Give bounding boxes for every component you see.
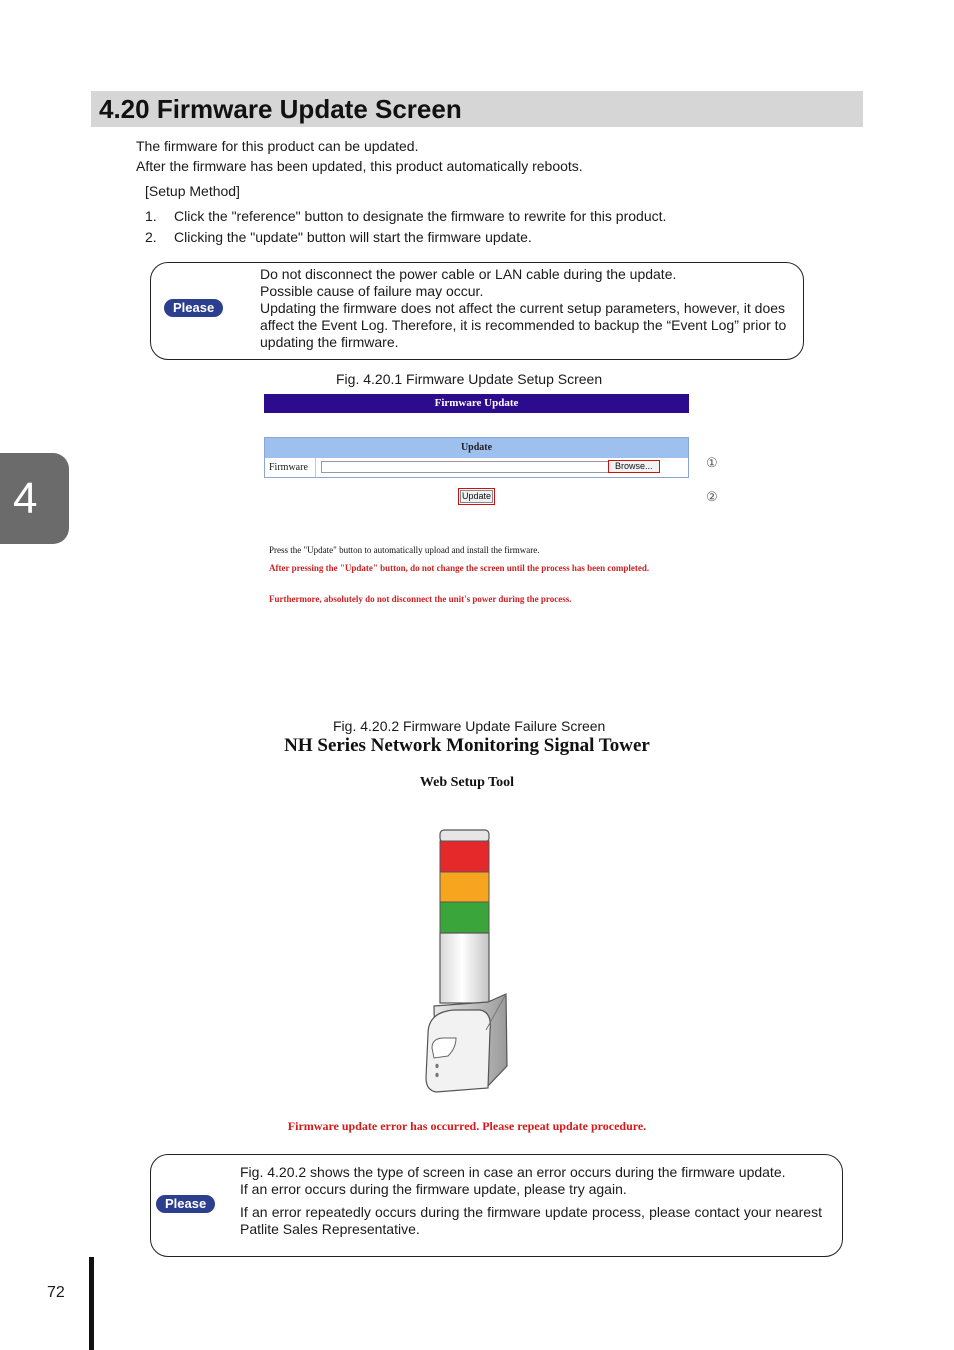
- update-instruction: Press the "Update" button to automatically upload and install the firmware.: [269, 545, 540, 555]
- firmware-file-input[interactable]: [321, 461, 609, 473]
- step-number-2: 2.: [145, 229, 157, 245]
- firmware-label: Firmware: [265, 458, 316, 477]
- note2-line-2: If an error occurs during the firmware update, please try again.: [240, 1181, 627, 1197]
- signal-tower-image: [414, 826, 510, 1096]
- please-badge-1: Please: [164, 299, 223, 317]
- section-header-bar: [91, 91, 863, 127]
- note1-text: [260, 266, 790, 351]
- update-table-header: Update: [265, 438, 688, 458]
- callout-1: ①: [706, 455, 718, 470]
- warning-do-not-disconnect: Furthermore, absolutely do not disconnect the unit's power during the process.: [269, 594, 572, 604]
- update-button-label: Update: [461, 491, 492, 501]
- step-number-1: 1.: [145, 208, 157, 224]
- note2-line-1: Fig. 4.20.2 shows the type of screen in case an error occurs during the firmware update.: [240, 1164, 786, 1180]
- warning-do-not-change-screen: After pressing the "Update" button, do not change the screen until the process has been completed.: [269, 563, 650, 573]
- note2-text: [240, 1164, 822, 1238]
- please-badge-2: Please: [156, 1195, 215, 1213]
- product-title: NH Series Network Monitoring Signal Tower: [284, 735, 650, 756]
- web-setup-tool-title: Web Setup Tool: [419, 775, 515, 790]
- red-lamp: [440, 841, 489, 872]
- amber-lamp: [440, 872, 489, 902]
- step-text-1: Click the "reference" button to designate the firmware to rewrite for this product.: [174, 208, 667, 224]
- fig2-caption: Fig. 4.20.2 Firmware Update Failure Screen: [333, 718, 606, 734]
- please-note-box-2: [150, 1154, 843, 1257]
- setup-method-heading: [Setup Method]: [145, 183, 240, 199]
- callout-2: ②: [706, 489, 718, 504]
- green-lamp: [440, 902, 489, 933]
- firmware-update-header: Firmware Update: [264, 394, 689, 413]
- fig1-caption: Fig. 4.20.1 Firmware Update Setup Screen: [336, 371, 603, 387]
- firmware-row: [265, 458, 688, 477]
- please-note-box-1: [150, 262, 804, 360]
- chapter-tab: 4: [0, 453, 69, 544]
- note1-line-3: Updating the firmware does not affect the current setup parameters, however, it does affect the Event Log. Therefore, it is recommended to backup the “Event Log” prior to updating the firmware.: [260, 300, 787, 350]
- page-margin-rule: [89, 1257, 94, 1350]
- browse-button[interactable]: Browse...: [608, 460, 660, 473]
- note1-line-1: Do not disconnect the power cable or LAN cable during the update.: [260, 266, 677, 282]
- intro-line-1: The firmware for this product can be updated.: [136, 138, 419, 154]
- update-table: [264, 437, 689, 478]
- update-button[interactable]: [458, 488, 495, 505]
- intro-line-2: After the firmware has been updated, this product automatically reboots.: [136, 158, 583, 174]
- step-text-2: Clicking the "update" button will start the firmware update.: [174, 229, 532, 245]
- section-title: 4.20 Firmware Update Screen: [99, 94, 462, 124]
- firmware-error-message: Firmware update error has occurred. Please repeat update procedure.: [287, 1119, 647, 1133]
- page-number: 72: [47, 1284, 65, 1301]
- note1-line-2: Possible cause of failure may occur.: [260, 283, 484, 299]
- note2-line-3: If an error repeatedly occurs during the firmware update process, please contact your nearest Patlite Sales Representative.: [240, 1204, 822, 1237]
